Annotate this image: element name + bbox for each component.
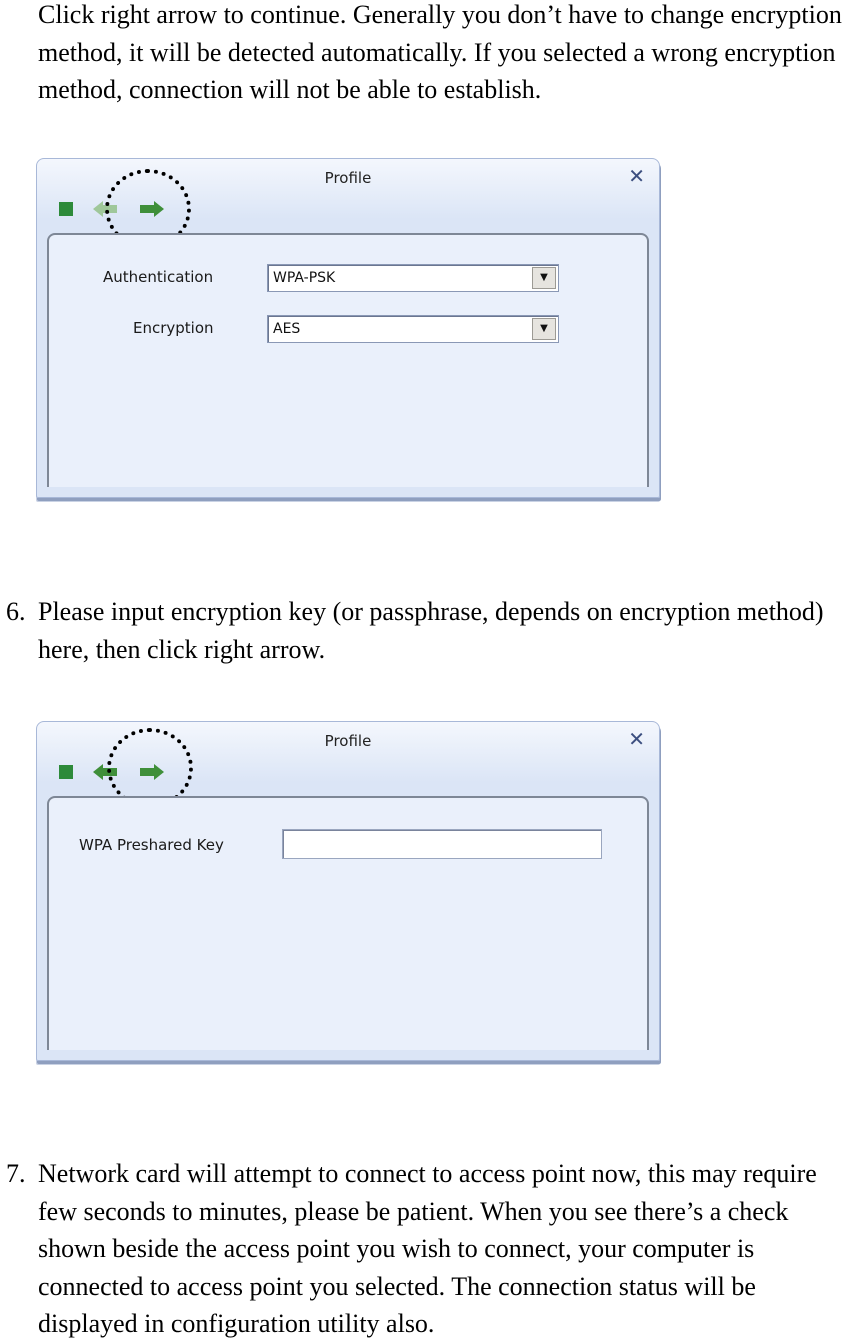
dialog-title: Profile	[324, 169, 372, 187]
encryption-select[interactable]	[267, 315, 559, 343]
preshared-key-label: WPA Preshared Key	[79, 836, 224, 854]
stop-icon[interactable]	[59, 202, 73, 216]
stop-icon[interactable]	[59, 765, 73, 779]
dropdown-arrow-icon[interactable]: ▼	[532, 267, 556, 289]
intro-paragraph: Click right arrow to continue. Generally you don’t have to change encryption method, it will be detected automatically. If you selected a wrong encryption method, connection will not be able to establish.	[38, 0, 842, 104]
dialog-panel	[47, 796, 649, 1050]
dropdown-arrow-icon[interactable]: ▼	[532, 318, 556, 340]
close-icon[interactable]: ✕	[628, 727, 645, 751]
encryption-label: Encryption	[133, 319, 214, 337]
authentication-select[interactable]	[267, 264, 559, 292]
step-number: 6.	[6, 597, 26, 626]
dialog-title: Profile	[324, 732, 372, 750]
step-text: Network card will attempt to connect to access point now, this may require few seconds to minutes, please be patient. When you see there’s a check shown beside the access point you wish to connect, your computer is connected to access point you selected. The connection status will be displayed in configuration utility also.	[38, 1159, 817, 1338]
dialog-panel	[47, 233, 649, 487]
step-number: 7.	[6, 1159, 26, 1188]
close-icon[interactable]: ✕	[628, 164, 645, 188]
authentication-value: WPA-PSK	[273, 270, 336, 286]
authentication-label: Authentication	[103, 268, 214, 286]
step-text: Please input encryption key (or passphrase, depends on encryption method) here, then click right arrow.	[38, 597, 824, 664]
profile-dialog-preshared-key	[36, 721, 660, 1061]
preshared-key-input[interactable]	[282, 829, 602, 859]
profile-dialog-encryption	[36, 158, 660, 498]
encryption-value: AES	[273, 321, 301, 337]
